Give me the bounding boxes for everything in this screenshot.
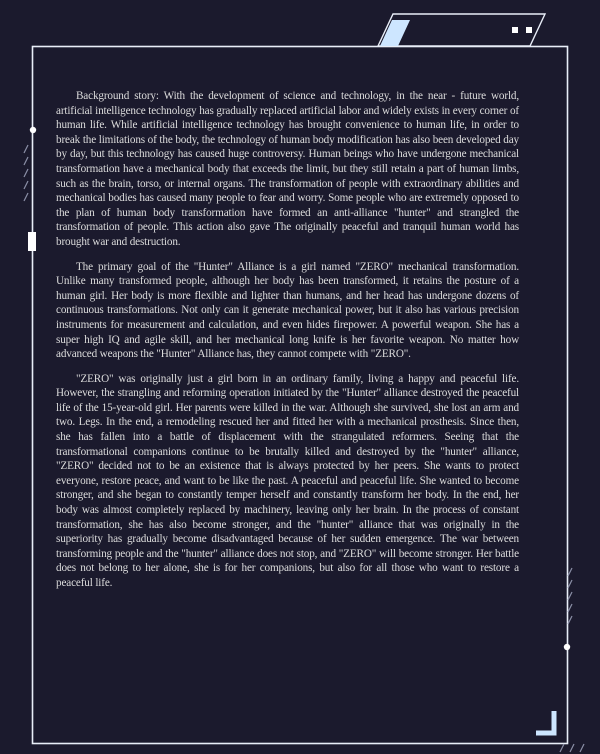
top-square-2 bbox=[526, 27, 532, 33]
bottom-stripes bbox=[560, 744, 584, 752]
left-accent-bar bbox=[28, 232, 36, 251]
bottom-right-bracket bbox=[536, 711, 554, 733]
top-square-1 bbox=[512, 27, 518, 33]
story-paragraph-1: Background story: With the development of science and technology, in the near - future world, artificial intelligence technology has gradually replaced artificial labor and widely exists in every corner of human life. While artificial intelligence technology has brought convenience to human life, in order to break the limitations of the body, the technology of human body modification has also been developed day by day, but this technology has caused huge controversy. Human beings who have undergone mechanical transformation have a mechanical body that exceeds the limit, but they still retain a part of human limbs, such as the brain, torso, or internal organs. The transformation of people with extraordinary abilities and mechanical bodies has caused many people to fear and worry. Some people who are extremely opposed to the plan of human body transformation have formed an anti-alliance "hunter" and strangled the transformation of people. This action also gave The originally peaceful and tranquil human world has brought war and destruction. bbox=[56, 90, 519, 248]
right-dot bbox=[564, 644, 570, 650]
story-paragraph-3: "ZERO" was originally just a girl born in an ordinary family, living a happy and peaceful life. However, the strangling and reforming operation initiated by the "Hunter" alliance destroyed the peaceful life of the 15-year-old girl. Her parents were killed in the war. Although she survived, she lost an arm and two. Legs. In the end, a remodeling rescued her and fitted her with a mechanical prosthesis. Since then, she has fallen into a battle of displacement with the strangulated reformers. Seeing that the transformational companions continue to be brutally killed and destroyed by the "hunter" alliance, "ZERO" decided not to be an existence that is always protected by her peers. She wants to protect everyone, restore peace, and want to be like the past. A peaceful and peaceful life. She wanted to become stronger, and she began to constantly temper herself and constantly transform her body. In the end, her body was almost completely replaced by machinery, leaving only her brain. In the process of constant transformation, she has also become stronger, and the "hunter" alliance that was originally in the superiority has gradually become disadvantaged because of her sudden emergence. The war between transforming people and the "hunter" alliance does not stop, and "ZERO" will become stronger. Her battle does not belong to her alone, she is for her companions, but also for all those who want to restore a peaceful life. bbox=[56, 372, 519, 589]
background-story-text bbox=[56, 89, 519, 601]
story-paragraph-2: The primary goal of the "Hunter" Alliance is a girl named "ZERO" mechanical transformation. Unlike many transformed people, although her body has been transformed, it retains the posture of a human girl. Her body is more flexible and lighter than humans, and her head has undergone dozens of continuous transformations. Not only can it generate mechanical power, but it also has various precision instruments for measurement and calculation, and even hides firepower. A powerful weapon. She has a super high IQ and agile skill, and her mechanical long knife is her favorite weapon. No matter how advanced weapons the "Hunter" Alliance has, they cannot compete with "ZERO". bbox=[56, 260, 519, 361]
left-stripes bbox=[24, 145, 28, 201]
left-dot bbox=[30, 127, 36, 133]
right-stripes bbox=[568, 568, 572, 624]
